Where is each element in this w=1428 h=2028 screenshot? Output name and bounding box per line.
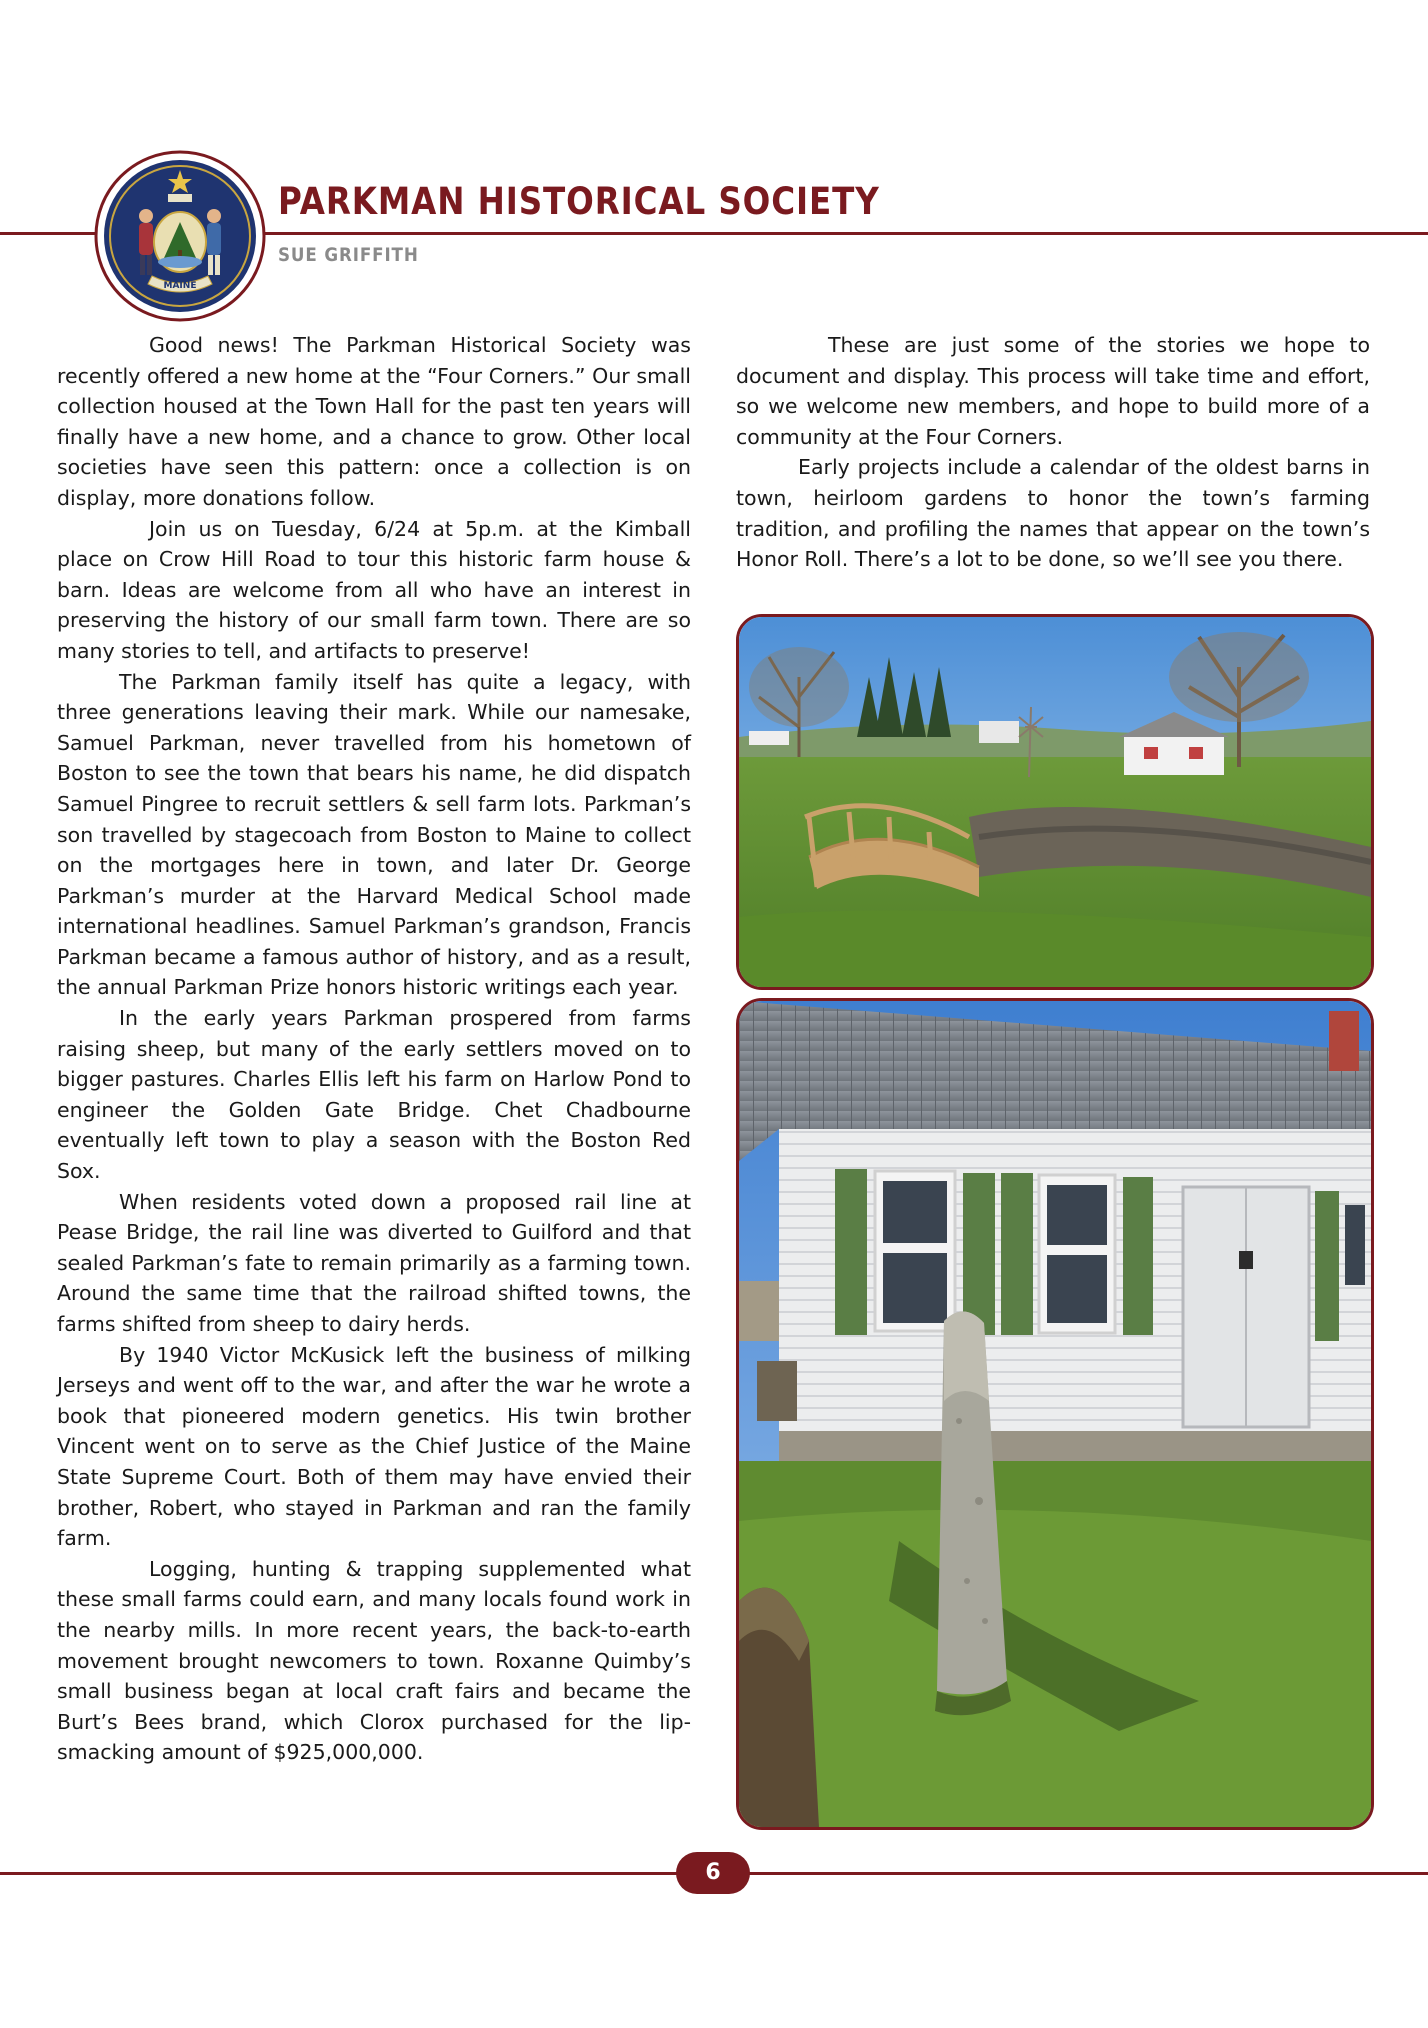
page-number-badge: 6: [676, 1852, 750, 1894]
article-left-column: [57, 330, 691, 1768]
article-paragraph: Early projects include a calendar of the oldest barns in town, heirloom gardens to honor the town’s farming tradition, and profiling the names that appear on the town’s Honor Roll. There’s a lot to be done, so we’ll see you there.: [736, 455, 1370, 572]
author-byline: SUE GRIFFITH: [278, 244, 419, 266]
article-paragraph: Good news! The Parkman Historical Society was recently offered a new home at the “Four Corners.” Our small collection housed at the Town Hall for the past ten years will finally have a new home, and a chance to grow. Other local societies have seen this pattern: once a collection is on display, more donations follow.: [57, 333, 691, 510]
maine-state-seal: [94, 150, 266, 322]
farm-landscape-photo: [736, 614, 1374, 990]
article-paragraph: When residents voted down a proposed rail line at Pease Bridge, the rail line was diverted to Guilford and that sealed Parkman’s fate to remain primarily as a farming town. Around the same time that the railroad shifted towns, the farms shifted from sheep to dairy herds.: [57, 1189, 691, 1336]
article-paragraph: The Parkman family itself has quite a legacy, with three generations leaving their mark. While our namesake, Samuel Parkman, never travelled from his hometown of Boston to see the town that bears his name, he did dispatch Samuel Pingree to recruit settlers & sell farm lots. Parkman’s son travelled by stagecoach from Boston to Maine to collect on the mortgages here in town, and later Dr. George Parkman’s murder at the Harvard Medical School made international headlines. Samuel Parkman’s grandson, Francis Parkman became a famous author of history, and as a result, the annual Parkman Prize honors historic writings each year.: [57, 669, 691, 1000]
article-paragraph: In the early years Parkman prospered from farms raising sheep, but many of the early settlers moved on to bigger pastures. Charles Ellis left his farm on Harlow Pond to engineer the Golden Gate Bridge. Chet Chadbourne eventually left town to play a season with the Boston Red Sox.: [57, 1006, 691, 1184]
farmhouse-granite-post-photo: [736, 998, 1374, 1830]
article-paragraph: By 1940 Victor McKusick left the business of milking Jerseys and went off to the war, and after the war he wrote a book that pioneered modern genetics. His twin brother Vincent went on to serve as the Chief Justice of the Maine State Supreme Court. Both of them may have envied their brother, Robert, who stayed in Parkman and ran the family farm.: [57, 1342, 691, 1551]
article-paragraph: Logging, hunting & trapping supplemented what these small farms could earn, and many locals found work in the nearby mills. In more recent years, the back-to-earth movement brought newcomers to town. Roxanne Quimby’s small business began at local craft fairs and became the Burt’s Bees brand, which Clorox purchased for the lip-smacking amount of $925,000,000.: [57, 1556, 691, 1765]
article-right-column: [736, 330, 1370, 575]
article-paragraph: These are just some of the stories we hope to document and display. This process will take time and effort, so we welcome new members, and hope to build more of a community at the Four Corners.: [736, 333, 1370, 449]
article-paragraph: Join us on Tuesday, 6/24 at 5p.m. at the Kimball place on Crow Hill Road to tour this historic farm house & barn. Ideas are welcome from all who have an interest in preserving the history of our small farm town. There are so many stories to tell, and artifacts to preserve!: [57, 516, 691, 663]
page-title: PARKMAN HISTORICAL SOCIETY: [278, 180, 880, 223]
seal-text: MAINE: [163, 281, 197, 291]
